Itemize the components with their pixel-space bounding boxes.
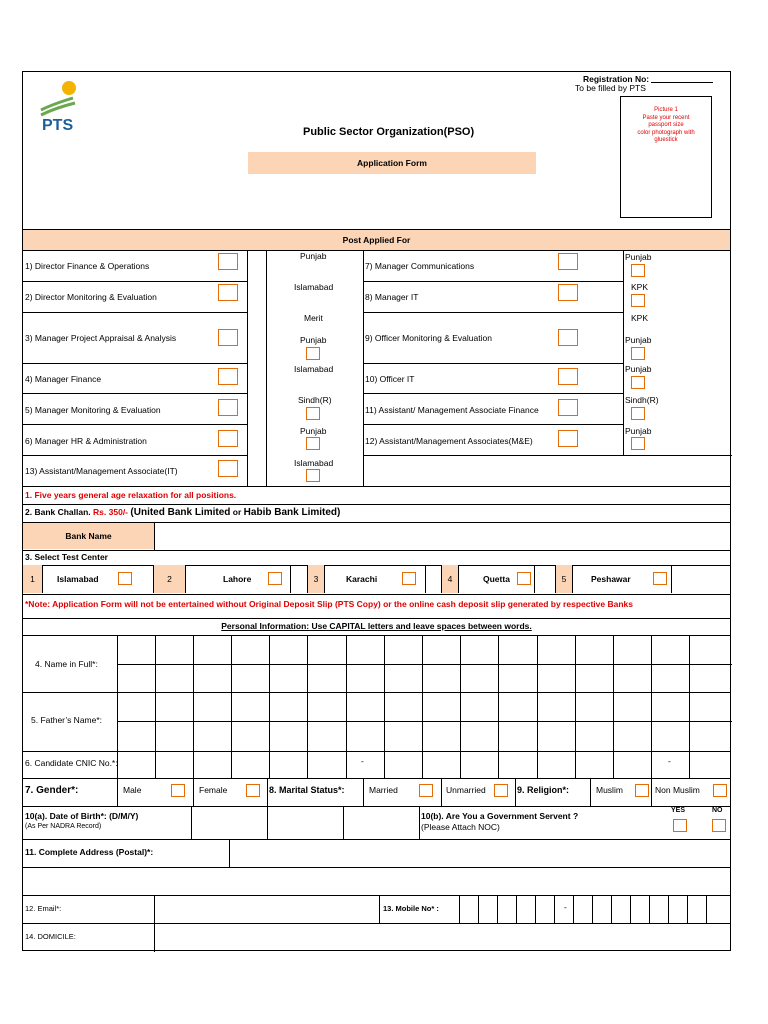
letter-cell-divider: [478, 895, 479, 923]
center-4-num: 4: [441, 565, 459, 593]
letter-cell-divider: [689, 751, 690, 778]
post-11-label: 11) Assistant/ Management Associate Finance: [365, 405, 539, 415]
govt-yes-checkbox[interactable]: [673, 819, 687, 832]
bank-name-input[interactable]: [155, 523, 731, 549]
application-form: [22, 71, 731, 951]
post-3-region: Merit: [304, 313, 323, 323]
gender-label: 7. Gender*:: [25, 785, 79, 796]
letter-cell-divider: [231, 635, 232, 751]
form-title: Application Form: [248, 152, 536, 174]
letter-cell-divider: [155, 635, 156, 751]
letter-cell-divider: [498, 751, 499, 778]
center-1-checkbox[interactable]: [118, 572, 132, 585]
deposit-note: *Note: Application Form will not be entertained without Original Deposit Slip (PTS Copy) or the online cash deposit slip generated by respective Banks: [25, 599, 633, 609]
post-8-label: 8) Manager IT: [365, 292, 419, 302]
post-13-region: Islamabad: [294, 458, 334, 468]
center-2-city: Lahore: [223, 574, 252, 584]
letter-cell-divider: [498, 635, 499, 751]
center-2-checkbox[interactable]: [268, 572, 282, 585]
post-6-checkbox[interactable]: [218, 430, 238, 447]
gender-male-label: Male: [123, 785, 142, 795]
letter-cell-divider: [535, 895, 536, 923]
gender-male-checkbox[interactable]: [171, 784, 185, 797]
post-7-region-checkbox[interactable]: [631, 264, 645, 277]
photo-line-5: gluestick: [654, 137, 678, 143]
post-7-region: Punjab: [625, 252, 652, 262]
post-1-region: Punjab: [300, 251, 327, 261]
domicile-input[interactable]: [155, 924, 731, 951]
post-2-region: Islamabad: [294, 282, 334, 292]
center-4-checkbox[interactable]: [517, 572, 531, 585]
center-4-city: Quetta: [483, 574, 510, 584]
filled-by-label: To be filled by PTS: [575, 83, 646, 93]
post-12-region: Punjab: [625, 426, 652, 436]
letter-cell-divider: [231, 751, 232, 778]
email-label: 12. Email*:: [25, 904, 62, 913]
post-4-checkbox[interactable]: [218, 368, 238, 385]
marital-married-checkbox[interactable]: [419, 784, 433, 797]
center-3-city: Karachi: [346, 574, 378, 584]
letter-cell-divider: [537, 635, 538, 751]
letter-cell-divider: [516, 895, 517, 923]
post-5-checkbox[interactable]: [218, 399, 238, 416]
bank-hbl: Habib Bank Limited: [243, 507, 338, 518]
post-heading: Post Applied For: [23, 230, 730, 250]
govt-no-label: NO: [712, 807, 723, 814]
letter-cell-divider: [575, 751, 576, 778]
mobile-label: 13. Mobile No* :: [383, 904, 439, 913]
post-12-region-checkbox[interactable]: [631, 437, 645, 450]
test-center-row: [23, 565, 730, 594]
post-3-region-checkbox[interactable]: [306, 347, 320, 360]
photo-line-4: color photograph with: [637, 129, 695, 136]
post-9-checkbox[interactable]: [558, 329, 578, 346]
govt-servant-label: 10(b). Are You a Government Servent ?: [421, 811, 579, 821]
marital-unmarried-label: Unmarried: [446, 785, 486, 795]
govt-servant-sub: (Please Attach NOC): [421, 822, 500, 832]
letter-cell-divider: [613, 635, 614, 751]
letter-cell-divider: [668, 895, 669, 923]
letter-cell-divider: [630, 895, 631, 923]
photo-line-2: Paste your recent: [642, 114, 690, 121]
post-7-label: 7) Manager Communications: [365, 261, 475, 271]
post-8-checkbox[interactable]: [558, 284, 578, 301]
photo-line-1: Picture 1: [654, 107, 678, 113]
post-10-checkbox[interactable]: [558, 368, 578, 385]
registration-number-line: [651, 82, 713, 83]
post-9-region-2: Punjab: [625, 335, 652, 345]
cnic-grid[interactable]: [117, 751, 732, 778]
govt-no-checkbox[interactable]: [712, 819, 726, 832]
letter-cell-divider: [651, 635, 652, 751]
bank-amount: Rs. 350/-: [93, 507, 129, 517]
post-9-region-checkbox[interactable]: [631, 347, 645, 360]
post-8-region-checkbox[interactable]: [631, 294, 645, 307]
name-grid-cells[interactable]: [117, 635, 732, 751]
letter-cell-divider: [422, 635, 423, 751]
letter-cell-divider: [384, 635, 385, 751]
post-5-region-checkbox[interactable]: [306, 407, 320, 420]
letter-cell-divider: [497, 895, 498, 923]
post-4-label: 4) Manager Finance: [25, 374, 102, 384]
post-10-label: 10) Officer IT: [365, 374, 415, 384]
center-5-city: Peshawar: [591, 574, 631, 584]
post-11-region: Sindh(R): [625, 395, 659, 405]
letter-cell-divider: [193, 751, 194, 778]
cnic-dash-1: -: [361, 756, 364, 766]
name-grid[interactable]: [23, 635, 730, 751]
post-4-region: Islamabad: [294, 364, 334, 374]
photo-line-3: passport size: [648, 122, 684, 128]
letter-cell-divider: [649, 895, 650, 923]
address-input-line-1[interactable]: [230, 840, 731, 866]
religion-muslim-label: Muslim: [596, 785, 623, 795]
post-6-label: 6) Manager HR & Administration: [25, 436, 147, 446]
center-1-num: 1: [23, 565, 43, 593]
religion-non-muslim-label: Non Muslim: [655, 785, 700, 795]
domicile-label: 14. DOMICILE:: [25, 932, 76, 941]
bank-paren-close: ): [337, 507, 341, 518]
logo-text: PTS: [42, 117, 74, 134]
letter-cell-divider: [687, 895, 688, 923]
personal-info-heading: Personal Information: Use CAPITAL letters and leave spaces between words.: [221, 621, 532, 631]
letter-cell-divider: [459, 895, 460, 923]
letter-cell-divider: [651, 751, 652, 778]
letter-cell-divider: [706, 895, 707, 923]
post-11-region-checkbox[interactable]: [631, 407, 645, 420]
pts-logo: [39, 80, 83, 132]
post-6-region-checkbox[interactable]: [306, 437, 320, 450]
mobile-dash: -: [564, 902, 567, 912]
letter-cell-divider: [592, 895, 593, 923]
letter-cell-divider: [537, 751, 538, 778]
marital-unmarried-checkbox[interactable]: [494, 784, 508, 797]
post-13-label: 13) Assistant/Management Associate(IT): [25, 466, 178, 476]
gender-female-checkbox[interactable]: [246, 784, 260, 797]
post-3-region-2: Punjab: [300, 335, 327, 345]
bank-challan-line: [25, 507, 340, 518]
letter-cell-divider: [307, 751, 308, 778]
dob-label: 10(a). Date of Birth*: (D/M/Y): [25, 811, 139, 821]
dob-year-input[interactable]: [344, 807, 419, 838]
center-5-num: 5: [555, 565, 573, 593]
marital-status-label: 8. Marital Status*:: [269, 785, 345, 795]
org-title: Public Sector Organization(PSO): [303, 126, 475, 138]
religion-non-muslim-checkbox[interactable]: [713, 784, 727, 797]
letter-cell-divider: [611, 895, 612, 923]
letter-cell-divider: [117, 751, 118, 778]
post-10-region-checkbox[interactable]: [631, 376, 645, 389]
letter-cell-divider: [193, 635, 194, 751]
post-8-region: KPK: [631, 282, 649, 292]
post-3-checkbox[interactable]: [218, 329, 238, 346]
bank-paren-open: (: [130, 507, 134, 518]
dob-month-input[interactable]: [268, 807, 343, 838]
letter-cell-divider: [554, 895, 555, 923]
center-3-checkbox[interactable]: [402, 572, 416, 585]
post-2-checkbox[interactable]: [218, 284, 238, 301]
father-name-label: 5. Father’s Name*:: [31, 715, 103, 725]
dob-sub: (As Per NADRA Record): [25, 823, 102, 830]
address-input-line-2[interactable]: [23, 868, 730, 894]
letter-cell-divider: [346, 751, 347, 778]
letter-cell-divider: [117, 635, 118, 751]
letter-cell-divider: [269, 635, 270, 751]
letter-cell-divider: [384, 751, 385, 778]
address-label: 11. Complete Address (Postal)*:: [25, 847, 154, 857]
registration-label: Registration No:: [583, 74, 650, 84]
post-7-checkbox[interactable]: [558, 253, 578, 270]
post-6-region: Punjab: [300, 426, 327, 436]
post-9-region: KPK: [631, 313, 649, 323]
post-5-label: 5) Manager Monitoring & Evaluation: [25, 405, 161, 415]
post-13-checkbox[interactable]: [218, 460, 238, 477]
age-relaxation-note: 1. Five years general age relaxation for all positions.: [25, 490, 237, 500]
govt-yes-label: YES: [671, 807, 686, 814]
name-label: 4. Name in Full*:: [35, 659, 98, 669]
post-1-label: 1) Director Finance & Operations: [25, 261, 150, 271]
dob-day-input[interactable]: [192, 807, 267, 838]
letter-cell-divider: [155, 751, 156, 778]
bank-name-label: Bank Name: [23, 523, 154, 549]
letter-cell-divider: [460, 751, 461, 778]
post-3-label: 3) Manager Project Appraisal & Analysis: [25, 333, 177, 343]
bank-challan-prefix: 2. Bank Challan.: [25, 507, 91, 517]
center-1-city: Islamabad: [57, 574, 99, 584]
center-3-num: 3: [307, 565, 325, 593]
letter-cell-divider: [460, 635, 461, 751]
letter-cell-divider: [689, 635, 690, 751]
test-center-label: 3. Select Test Center: [25, 552, 108, 562]
letter-cell-divider: [575, 635, 576, 751]
letter-cell-divider: [307, 635, 308, 751]
religion-muslim-checkbox[interactable]: [635, 784, 649, 797]
gender-female-label: Female: [199, 785, 228, 795]
post-1-checkbox[interactable]: [218, 253, 238, 270]
letter-cell-divider: [573, 895, 574, 923]
religion-label: 9. Religion*:: [517, 785, 570, 795]
cnic-dash-2: -: [668, 756, 671, 766]
post-5-region: Sindh(R): [298, 395, 332, 405]
post-12-checkbox[interactable]: [558, 430, 578, 447]
mobile-grid[interactable]: [459, 895, 732, 923]
post-10-region: Punjab: [625, 364, 652, 374]
letter-cell-divider: [422, 751, 423, 778]
bank-ubl: United Bank Limited: [133, 507, 231, 518]
post-12-label: 12) Assistant/Management Associates(M&E): [365, 436, 533, 446]
center-5-checkbox[interactable]: [653, 572, 667, 585]
cnic-label: 6. Candidate CNIC No.*:: [25, 758, 118, 768]
post-9-label: 9) Officer Monitoring & Evaluation: [365, 333, 492, 343]
center-2-num: 2: [154, 565, 186, 593]
letter-cell-divider: [269, 751, 270, 778]
post-13-region-checkbox[interactable]: [306, 469, 320, 482]
email-input[interactable]: [155, 896, 378, 922]
bank-or: or: [232, 507, 242, 517]
letter-cell-divider: [346, 635, 347, 751]
marital-married-label: Married: [369, 785, 398, 795]
letter-cell-divider: [613, 751, 614, 778]
post-2-label: 2) Director Monitoring & Evaluation: [25, 292, 157, 302]
post-11-checkbox[interactable]: [558, 399, 578, 416]
photo-box[interactable]: [620, 96, 712, 218]
